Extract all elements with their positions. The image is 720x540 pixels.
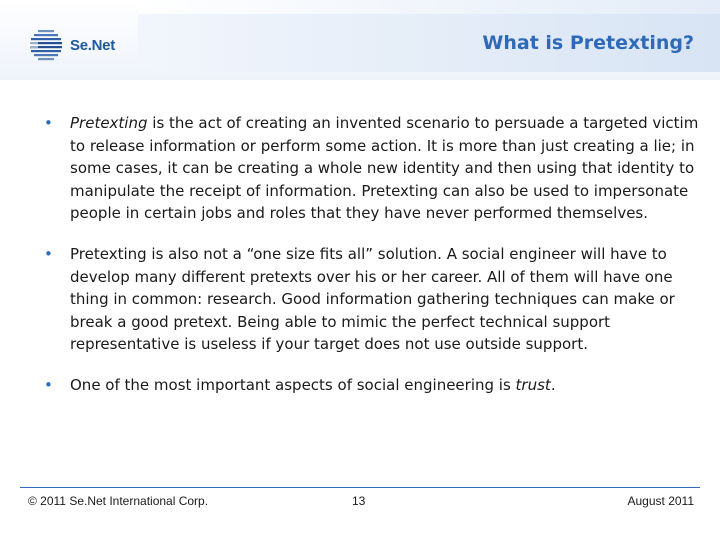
bullet-body: One of the most important aspects of social engineering is [70,375,516,394]
footer-page-number: 13 [352,494,366,508]
bullet-dot: • [44,244,53,263]
bullet-text [70,112,704,225]
bullet-tail: . [550,375,556,394]
bullet-item [44,112,704,225]
footer-date: August 2011 [627,494,694,508]
bullet-body: is the act of creating an invented scenario to persuade a targeted victim to release information or perform some action. It is more than just creating a lie; in some cases, it can be creating a whole new identity and then using that identity to manipulate the receipt of information. Pretexting can also be used to impersonate people in certain jobs and roles that they have never performed themselves. [70,114,699,223]
footer-divider [20,487,700,488]
bullet-dot: • [44,114,53,132]
bullet-item [44,374,704,397]
logo-text: Se.Net [70,37,115,54]
bullet-item [44,243,704,356]
slide-content [44,112,704,415]
page-title: What is Pretexting? [482,32,694,54]
footer-copyright: © 2011 Se.Net International Corp. [28,494,209,508]
bullet-emphasis: Pretexting [70,114,148,132]
bullet-body: Pretexting is also not a “one size fits all” solution. A social engineer will have to develop many different pretexts over his or her career. All of them will have one thing in common: research. Good information gathering techniques can make or break a good pretext. Being able to mimic the perfect technical support representative is useless if your target does not use outside support. [70,244,675,354]
senet-logo [28,28,128,68]
globe-icon [28,28,64,62]
bullet-text [70,374,704,397]
bullet-text [70,243,704,356]
bullet-dot: • [44,375,53,394]
bullet-emphasis: trust [515,375,551,394]
